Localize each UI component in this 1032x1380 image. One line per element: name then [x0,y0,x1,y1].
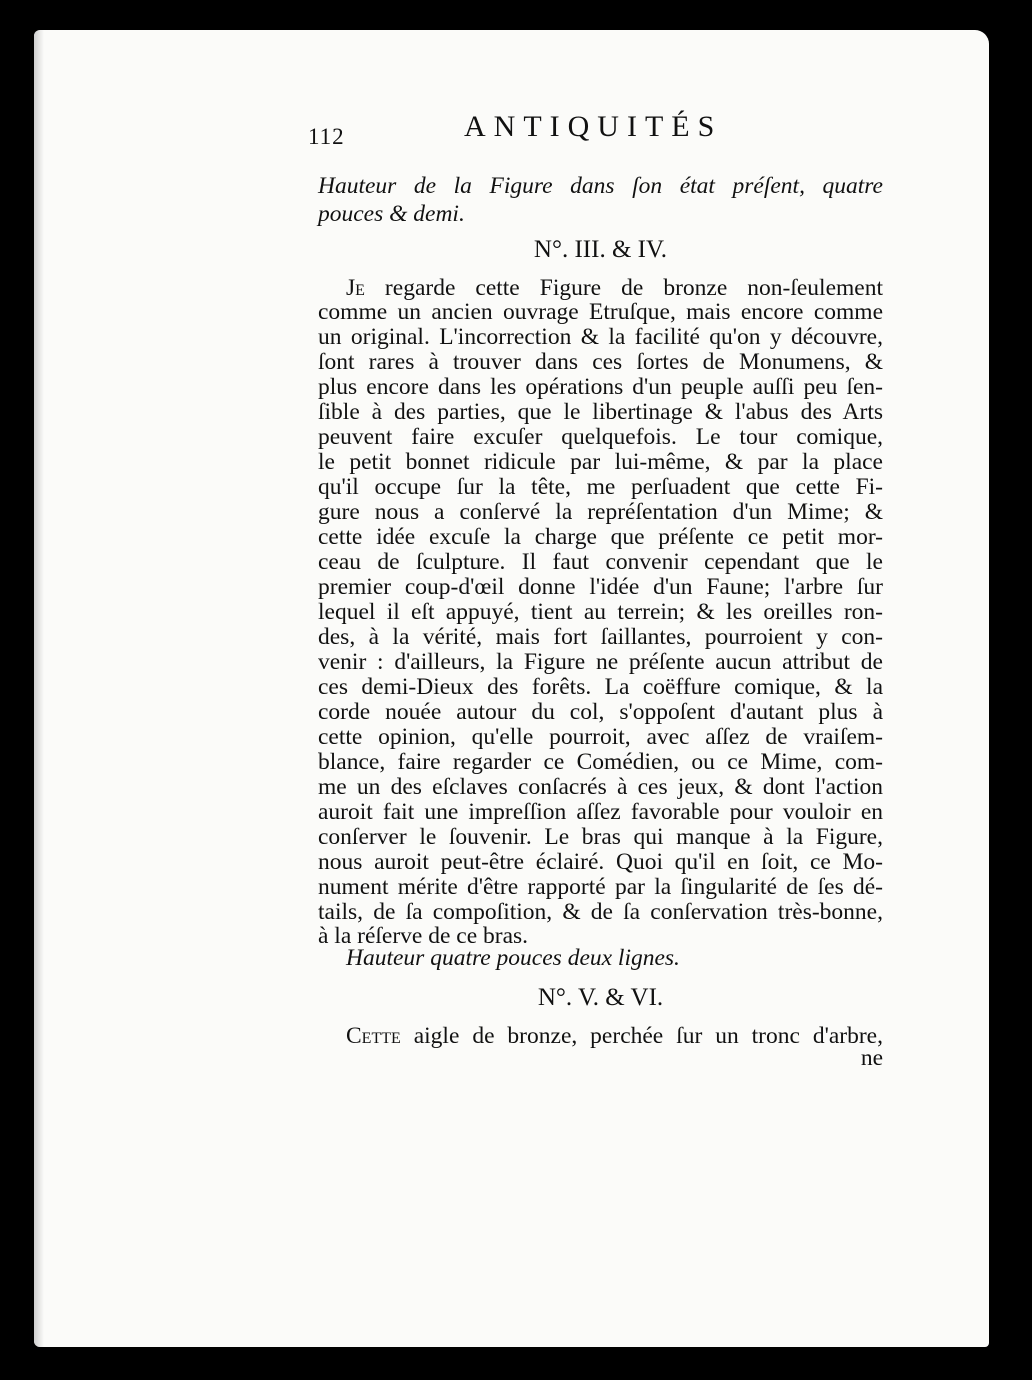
paragraph-line: peuvent faire excuſer quelquefois. Le tour comique, [318,424,883,450]
running-title: ANTIQUITÉS [464,110,723,143]
paragraph-line: venir : d'ailleurs, la Figure ne préſente aucun attribut de [318,649,883,675]
height-note-line: pouces & demi. [318,201,465,227]
first-line-text: regarde cette Figure de bronze non-ſeulement [364,275,883,301]
paragraph-line: premier coup-d'œil donne l'idée d'un Faune; l'arbre ſur [318,574,883,600]
section-first-line [318,1022,883,1050]
paragraph-line: cette idée excuſe la charge que préſente ce petit mor- [318,524,883,550]
paragraph-line: ceau de ſculpture. Il faut convenir cependant que le [318,549,883,575]
paragraph-line: un original. L'incorrection & la facilité qu'on y découvre, [318,324,883,350]
initial-word: Cette [346,1023,401,1049]
paragraph-line: tails, de ſa compoſition, & de ſa conſervation très-bonne, [318,899,883,925]
paragraph-line: comme un ancien ouvrage Etruſque, mais encore comme [318,299,883,325]
paragraph-line: ſible à des parties, que le libertinage & l'abus des Arts [318,399,883,425]
page-header [308,110,748,154]
paragraph-last-line: à la réſerve de ce bras. [318,923,529,949]
paragraph-line: le petit bonnet ridicule par lui-même, & par la place [318,449,883,475]
section-heading: N°. III. & IV. [533,236,668,263]
paragraph-line: cette opinion, qu'elle pourroit, avec aſſez de vraiſem- [318,724,883,750]
initial-word: Je [346,275,365,301]
paragraph-line: qu'il occupe ſur la tête, me perſuadent que cette Fi- [318,474,883,500]
height-note-line: Hauteur de la Figure dans ſon état préſent, quatre [318,173,883,199]
paragraph-line: auroit fait une impreſſion aſſez favorable pour vouloir en [318,799,883,825]
paragraph-line: ſont rares à trouver dans ces ſortes de Monumens, & [318,349,883,375]
page-number: 112 [308,124,345,149]
paragraph-line: conſerver le ſouvenir. Le bras qui manque à la Figure, [318,824,883,850]
first-line-text: aigle de bronze, perchée ſur un tronc d'arbre, [400,1023,883,1049]
paragraph-line: nument mérite d'être rapporté par la ſingularité de ſes dé- [318,874,883,900]
height-note-line: Hauteur quatre pouces deux lignes. [346,945,680,971]
section-heading: N°. V. & VI. [537,984,664,1011]
paragraph-line: gure nous a conſervé la repréſentation d'un Mime; & [318,499,883,525]
paragraph-line: nous auroit peut-être éclairé. Quoi qu'il en ſoit, ce Mo- [318,849,883,875]
paragraph-line: corde nouée autour du col, s'oppoſent d'autant plus à [318,699,883,725]
paragraph-line: des, à la vérité, mais fort ſaillantes, pourroient y con- [318,624,883,650]
page-edge-shadow [34,30,44,1347]
paragraph-line: ces demi-Dieux des forêts. La coëffure comique, & la [318,674,883,700]
paragraph-line: me un des eſclaves conſacrés à ces jeux, & dont l'action [318,774,883,800]
paragraph-line: lequel il eſt appuyé, tient au terrein; & les oreilles ron- [318,599,883,625]
catchword: ne [860,1045,883,1071]
paragraph-line: blance, faire regarder ce Comédien, ou ce Mime, com- [318,749,883,775]
paragraph-line: plus encore dans les opérations d'un peuple auſſi peu ſen- [318,374,883,400]
